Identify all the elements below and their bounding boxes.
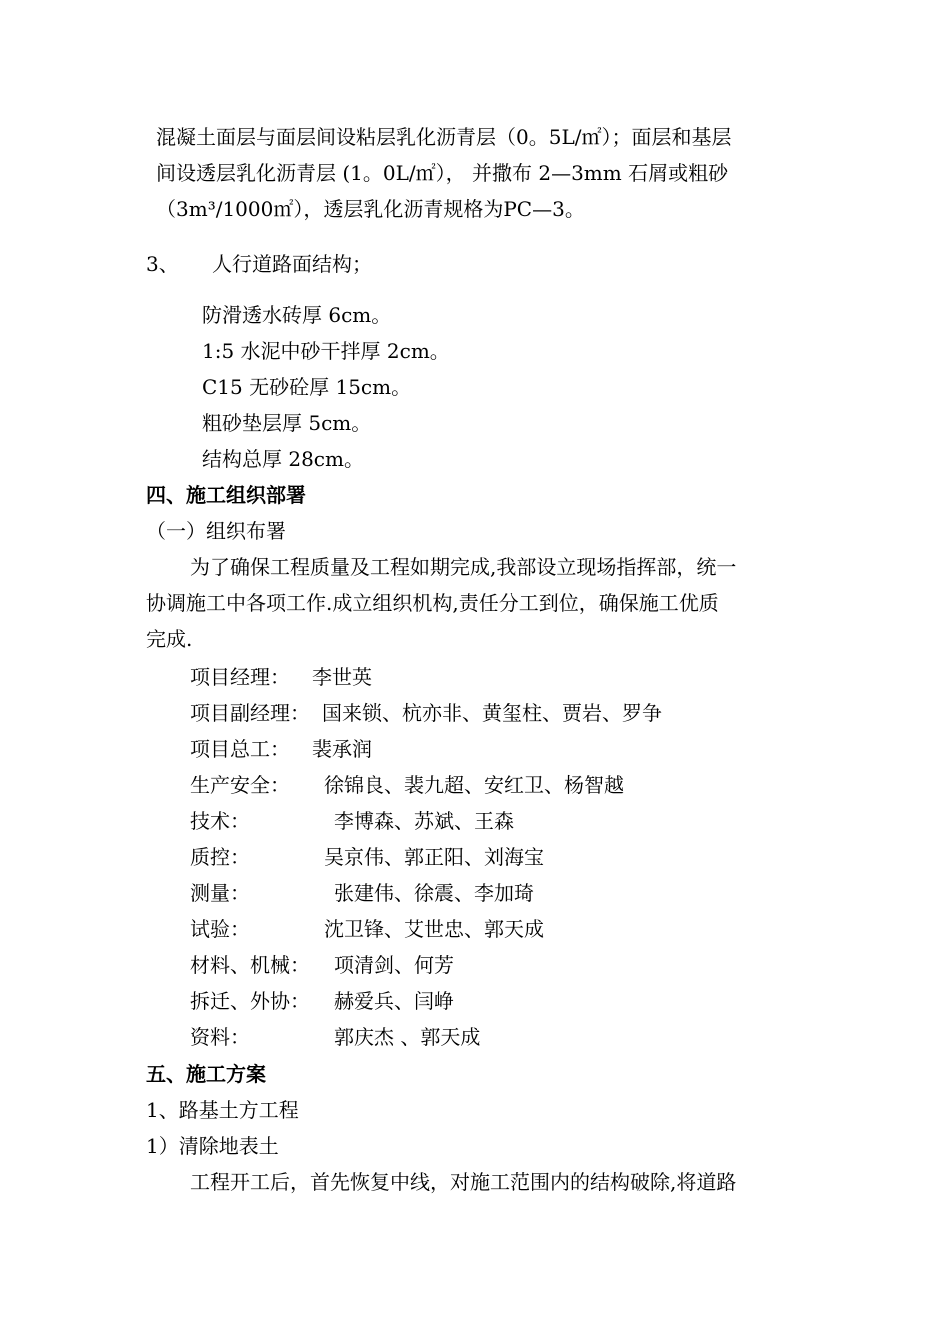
section5-sub1-1: 1）清除地表土 xyxy=(146,1134,279,1158)
staff-row xyxy=(190,808,514,834)
section3-title: 人行道路面结构； xyxy=(212,252,372,276)
staff-row xyxy=(190,1024,480,1050)
structure-item: 防滑透水砖厚 6cm。 xyxy=(202,303,392,327)
staff-role: 资料： xyxy=(190,1025,250,1049)
staff-role: 生产安全： xyxy=(190,773,290,797)
staff-row xyxy=(190,700,662,726)
staff-row xyxy=(190,916,544,942)
staff-row xyxy=(190,988,454,1014)
staff-row xyxy=(190,772,624,798)
staff-row xyxy=(190,880,534,906)
staff-role: 质控： xyxy=(190,845,250,869)
section5-sub1: 1、路基土方工程 xyxy=(146,1098,299,1122)
staff-row xyxy=(190,952,454,978)
staff-row xyxy=(190,736,372,762)
staff-role: 技术： xyxy=(190,809,250,833)
staff-role: 项目副经理： xyxy=(190,701,310,725)
intro-line-3: （3m³/1000㎡），透层乳化沥青规格为PC—3。 xyxy=(156,197,585,221)
section5-heading: 五、施工方案 xyxy=(146,1062,266,1086)
staff-names: 郭庆杰 、郭天成 xyxy=(334,1025,481,1049)
section4-heading: 四、施工组织部署 xyxy=(146,483,306,507)
structure-item: 结构总厚 28cm。 xyxy=(202,447,364,471)
staff-role: 测量： xyxy=(190,881,250,905)
section4-paragraph-line-3: 完成. xyxy=(146,627,193,651)
intro-line-2: 间设透层乳化沥青层 (1。0L/㎡）， 并撒布 2—3mm 石屑或粗砂 xyxy=(156,161,729,185)
staff-row xyxy=(190,664,372,690)
section4-subheading: （一）组织布署 xyxy=(146,519,286,543)
staff-role: 材料、机械： xyxy=(190,953,310,977)
staff-role: 项目经理： xyxy=(190,665,290,689)
staff-role: 试验： xyxy=(190,917,250,941)
section4-paragraph-line-1: 为了确保工程质量及工程如期完成,我部设立现场指挥部，统一 xyxy=(190,555,737,579)
staff-row xyxy=(190,844,544,870)
structure-item: 粗砂垫层厚 5cm。 xyxy=(202,411,372,435)
staff-names: 国来锁、杭亦非、黄玺柱、贾岩、罗争 xyxy=(322,701,662,725)
staff-role: 项目总工： xyxy=(190,737,290,761)
staff-names: 张建伟、徐震、李加琦 xyxy=(334,881,534,905)
staff-names: 项清剑、何芳 xyxy=(334,953,454,977)
intro-line-1: 混凝土面层与面层间设粘层乳化沥青层（0。5L/㎡）；面层和基层 xyxy=(156,125,732,149)
section5-paragraph-start: 工程开工后，首先恢复中线，对施工范围内的结构破除,将道路 xyxy=(190,1170,737,1194)
staff-names: 赫爱兵、闫峥 xyxy=(334,989,454,1013)
staff-names: 李博森、苏斌、王森 xyxy=(334,809,514,833)
staff-names: 李世英 xyxy=(312,665,372,689)
staff-names: 吴京伟、郭正阳、刘海宝 xyxy=(324,845,544,869)
staff-names: 沈卫锋、艾世忠、郭天成 xyxy=(324,917,544,941)
staff-role: 拆迁、外协： xyxy=(190,989,310,1013)
staff-names: 徐锦良、裴九超、安红卫、杨智越 xyxy=(324,773,624,797)
structure-item: 1:5 水泥中砂干拌厚 2cm。 xyxy=(202,339,450,363)
section4-paragraph-line-2: 协调施工中各项工作.成立组织机构,责任分工到位，确保施工优质 xyxy=(146,591,719,615)
structure-item: C15 无砂砼厚 15cm。 xyxy=(202,375,412,399)
section3-number: 3、 xyxy=(146,252,179,276)
staff-names: 裴承润 xyxy=(312,737,372,761)
